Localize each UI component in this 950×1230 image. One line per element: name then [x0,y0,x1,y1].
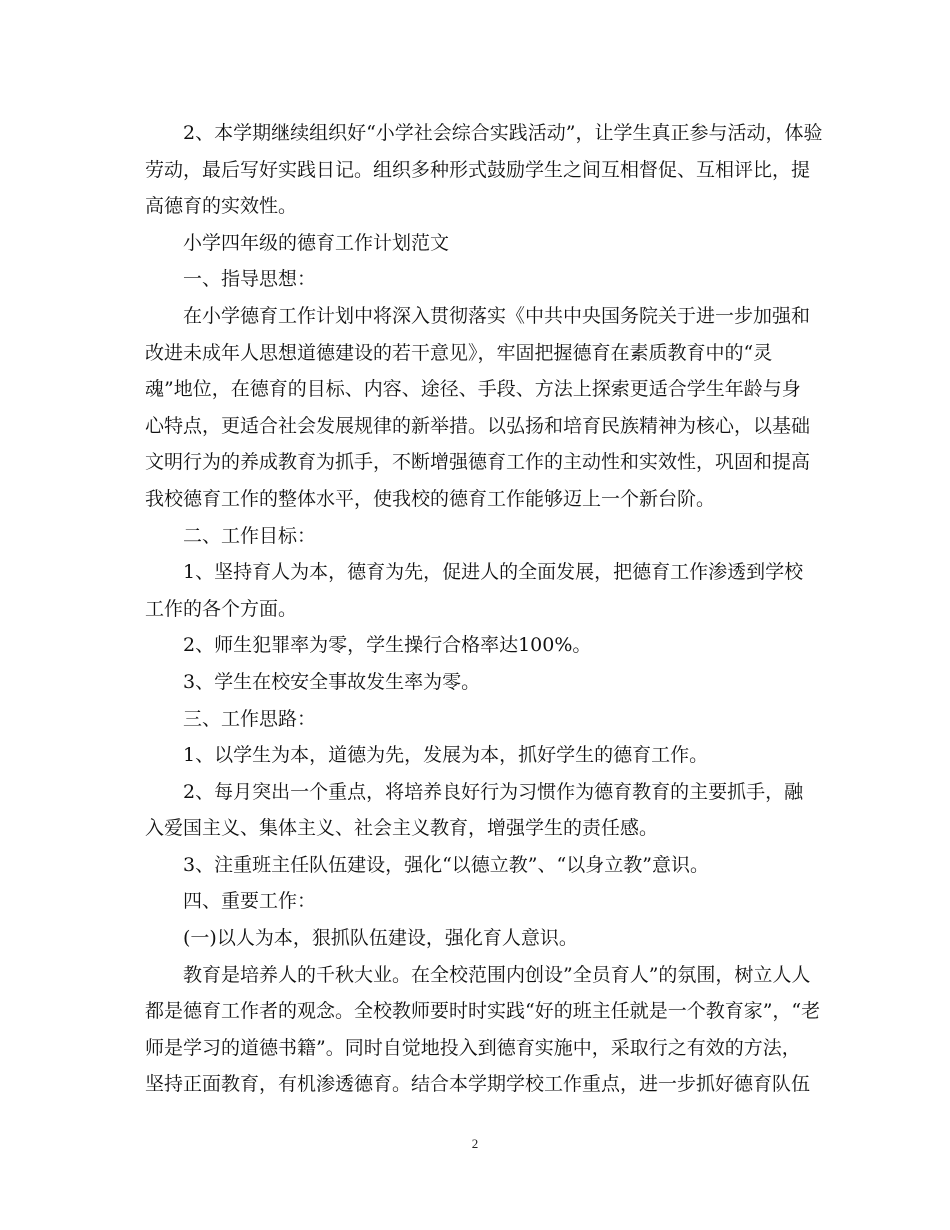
text-line: 二、工作目标： [183,524,317,547]
text-line: 小学四年级的德育工作计划范文 [183,231,450,254]
paragraph-team-building [145,957,821,1103]
text-line: 改进未成年人思想道德建设的若干意见》，牢固把握德育在素质教育中的“灵 [145,341,773,364]
text-line: 四、重要工作： [183,890,317,913]
text-line: 坚持正面教育，有机渗透德育。结合本学期学校工作重点，进一步抓好德育队伍 [145,1073,811,1096]
text-line: 教育是培养人的千秋大业。在全校范围内创设”全员育人”的氛围，树立人人 [183,963,811,986]
text-line: 师是学习的道德书籍”。同时自觉地投入到德育实施中，采取行之有效的方法， [145,1036,801,1059]
paragraph-practice-activity [145,115,823,225]
text-line: 都是德育工作者的观念。全校教师要时时实践“好的班主任就是一个教育家”，“老 [145,1000,821,1023]
text-line: 2、师生犯罪率为零，学生操行合格率达100%。 [183,634,592,657]
text-line: 入爱国主义、集体主义、社会主义教育，增强学生的责任感。 [145,817,659,840]
paragraph-idea-2 [145,774,810,847]
text-line: 劳动，最后写好实践日记。组织多种形式鼓励学生之间互相督促、互相评比，提 [145,158,811,181]
paragraph-goal-2 [145,627,810,664]
text-line: 1、坚持育人为本，德育为先，促进人的全面发展，把德育工作渗透到学校 [183,561,804,584]
document-body [145,115,823,1103]
text-line: 工作的各个方面。 [145,597,298,620]
paragraph-goal-1 [145,554,810,627]
text-line: 文明行为的养成教育为抓手，不断增强德育工作的主动性和实效性，巩固和提高 [145,451,811,474]
text-line: 2、本学期继续组织好“小学社会综合实践活动”，让学生真正参与活动，体验 [183,122,823,144]
text-line: 魂”地位，在德育的目标、内容、途径、手段、方法上探索更适合学生年龄与身 [145,378,801,401]
text-line: 我校德育工作的整体水平，使我校的德育工作能够迈上一个新台阶。 [145,487,716,510]
text-line: 一、指导思想： [183,268,317,291]
text-line: 3、学生在校安全事故发生率为零。 [183,670,481,693]
paragraph-guiding-thought [145,298,810,518]
paragraph-idea-3 [145,847,810,884]
text-line: (一)以人为本，狠抓队伍建设，强化育人意识。 [183,927,578,950]
text-line: 高德育的实效性。 [145,195,298,218]
paragraph-idea-1 [145,737,810,774]
heading-guiding-thought [145,261,810,298]
text-line: 2、每月突出一个重点，将培养良好行为习惯作为德育教育的主要抓手，融 [183,780,804,803]
text-line: 在小学德育工作计划中将深入贯彻落实《中共中央国务院关于进一步加强和 [183,304,811,327]
paragraph-goal-3 [145,664,810,701]
text-line: 3、注重班主任队伍建设，强化“以德立教”、“以身立教”意识。 [183,853,709,876]
text-line: 三、工作思路： [183,707,317,730]
heading-work-goals [145,518,810,555]
section-title [145,225,810,262]
subheading-team-building [145,920,810,957]
text-line: 1、以学生为本，道德为先，发展为本，抓好学生的德育工作。 [183,744,709,767]
heading-work-ideas [145,701,810,738]
text-line: 心特点，更适合社会发展规律的新举措。以弘扬和培育民族精神为核心，以基础 [145,414,811,437]
page-number: 2 [471,1136,479,1151]
heading-key-work [145,883,810,920]
